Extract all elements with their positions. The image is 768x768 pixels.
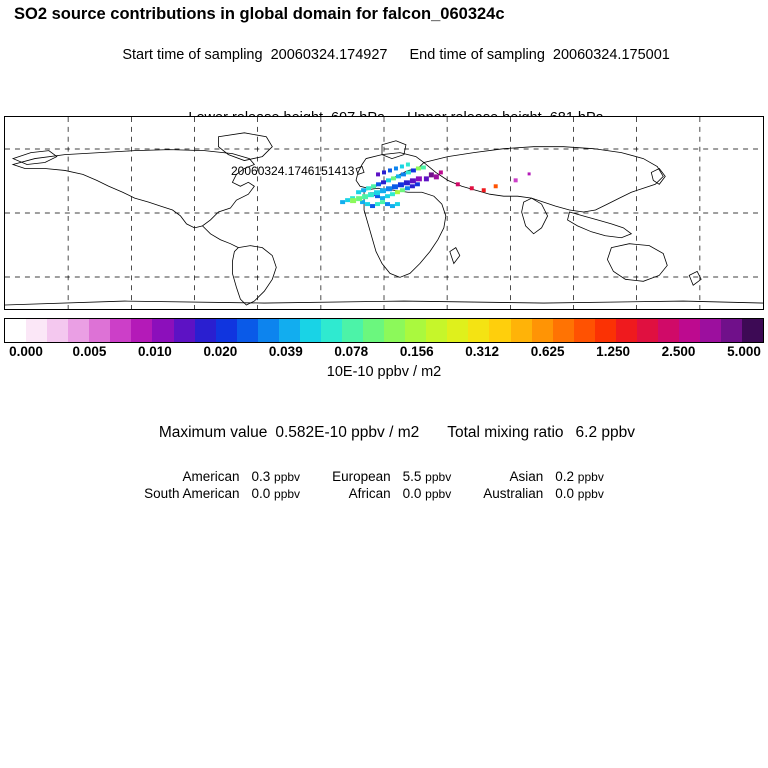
map-trajectory-annotation: 20060324.1746151413 [231,164,355,178]
region-value-european: 5.5 ppbv [402,469,452,484]
graticule [5,117,763,309]
start-time-label: Start time of sampling [122,47,263,63]
colorbar-swatch-31 [658,319,679,342]
colorbar-tick-4: 0.039 [268,344,303,359]
start-time-value: 20060324.174927 [270,47,388,63]
colorbar-swatch-16 [342,319,363,342]
colorbar-swatch-14 [300,319,321,342]
colorbar-swatch-9 [195,319,216,342]
colorbar-tick-labels [4,344,764,360]
max-value: 0.582E-10 ppbv / m2 [275,424,420,441]
colorbar-tick-8: 0.625 [530,344,565,359]
region-name-american: American [182,469,240,484]
colorbar-swatch-27 [574,319,595,342]
colorbar-swatch-1 [26,319,47,342]
colorbar-swatch-20 [426,319,447,342]
page-title: SO2 source contributions in global domain for falcon_060324c [14,5,505,23]
colorbar-swatch-2 [47,319,68,342]
region-name-australian: Australian [483,486,544,501]
colorbar-tick-7: 0.312 [465,344,500,359]
colorbar-swatch-0 [5,319,26,342]
region-name-asian: Asian [509,469,544,484]
colorbar-tick-5: 0.078 [334,344,369,359]
colorbar-swatch-25 [532,319,553,342]
colorbar-swatch-29 [616,319,637,342]
region-value-american: 0.3 ppbv [251,469,301,484]
colorbar-tick-3: 0.020 [203,344,238,359]
colorbar-tick-10: 2.500 [661,344,696,359]
colorbar-swatch-28 [595,319,616,342]
summary-line [0,400,768,466]
colorbar-swatch-34 [721,319,742,342]
colorbar-swatch-22 [468,319,489,342]
max-value-label: Maximum value [158,424,268,441]
region-name-south-american: South American [144,486,240,501]
total-mixing-ratio-label: Total mixing ratio [447,424,564,441]
colorbar-swatch-26 [553,319,574,342]
colorbar-swatch-6 [131,319,152,342]
colorbar-swatch-5 [110,319,131,342]
colorbar-tick-9: 1.250 [596,344,630,359]
colorbar-swatch-10 [216,319,237,342]
colorbar-swatch-8 [174,319,195,342]
colorbar-swatch-30 [637,319,658,342]
colorbar-swatch-23 [489,319,510,342]
region-value-south-american: 0.0 ppbv [251,486,301,501]
table-row [138,485,630,502]
region-value-asian: 0.2 ppbv [555,469,604,484]
colorbar-swatch-35 [742,319,763,342]
colorbar-units-label: 10E-10 ppbv / m2 [326,364,442,380]
region-value-australian: 0.0 ppbv [555,486,604,501]
colorbar-tick-6: 0.156 [399,344,434,359]
end-time-value: 20060324.175001 [552,47,670,63]
colorbar-swatch-12 [258,319,279,342]
global-map [4,116,764,310]
colorbar-swatch-17 [363,319,384,342]
colorbar-swatch-3 [68,319,89,342]
region-name-african: African [348,486,391,501]
end-time-label: End time of sampling [409,47,545,63]
sampling-time-line [0,24,768,87]
colorbar-strip [4,318,764,343]
region-name-european: European [332,469,391,484]
statistics-panel [0,400,768,502]
map-svg [5,117,763,309]
colorbar-swatch-15 [321,319,342,342]
region-value-african: 0.0 ppbv [402,486,452,501]
colorbar-swatch-24 [511,319,532,342]
colorbar-swatch-32 [679,319,700,342]
plume-data [340,163,530,209]
colorbar-tick-11: 5.000 [727,344,761,359]
colorbar-swatch-33 [700,319,721,342]
colorbar-swatch-13 [279,319,300,342]
colorbar-swatch-19 [405,319,426,342]
region-contributions-table [138,468,630,502]
colorbar-tick-2: 0.010 [138,344,172,359]
colorbar [4,318,764,380]
colorbar-swatch-7 [152,319,173,342]
colorbar-tick-0: 0.000 [9,344,43,359]
colorbar-tick-1: 0.005 [72,344,107,359]
total-mixing-ratio-value: 6.2 ppbv [575,424,636,441]
colorbar-swatch-18 [384,319,405,342]
colorbar-swatch-11 [237,319,258,342]
colorbar-swatch-21 [447,319,468,342]
colorbar-swatch-4 [89,319,110,342]
table-row [138,468,630,485]
